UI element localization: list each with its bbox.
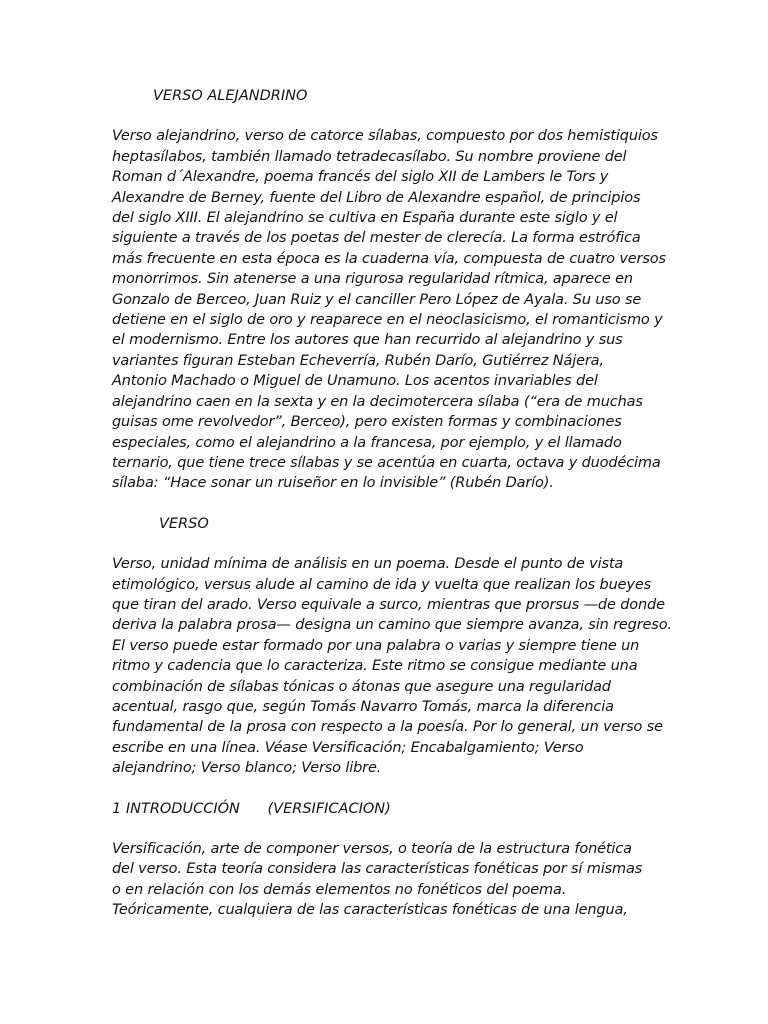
paragraph-verso: [112, 554, 672, 778]
spacer: [112, 534, 658, 554]
text-line: Verso alejandrino, verso de catorce sílabas, compuesto por dos hemistiquios: [112, 128, 658, 145]
text-line: monorrimos. Sin atenerse a una rigurosa regularidad rítmica, aparece en: [112, 271, 633, 288]
text-line: Teóricamente, cualquiera de las características fonéticas de una lengua,: [112, 902, 628, 919]
text-line: ritmo y cadencia que lo caracteriza. Este ritmo se consigue mediante una: [112, 658, 638, 675]
text-line: variantes figuran Esteban Echeverría, Rubén Darío, Gutiérrez Nájera,: [112, 352, 604, 369]
text-line: Alexandre de Berney, fuente del Libro de Alexandre español, de principios: [112, 189, 641, 206]
text-line: siguiente a través de los poetas del mester de clerecía. La forma estrófica: [112, 230, 641, 247]
text-line: Verso, unidad mínima de análisis en un poema. Desde el punto de vista: [112, 556, 624, 573]
spacer: [112, 779, 658, 799]
text-line: alejandrino caen en la sexta y en la decimotercera sílaba (“era de muchas: [112, 393, 643, 410]
text-line: del siglo XIII. El alejandrino se cultiva en España durante este siglo y el: [112, 210, 618, 227]
text-line: escribe en una línea. Véase Versificación; Encabalgamiento; Verso: [112, 739, 584, 756]
text-line: detiene en el siglo de oro y reaparece en el neoclasicismo, el romanticismo y: [112, 312, 663, 329]
text-line: acentual, rasgo que, según Tomás Navarro Tomás, marca la diferencia: [112, 698, 614, 715]
document-body: [112, 86, 672, 921]
text-line: Roman d´Alexandre, poema francés del siglo XII de Lambers le Tors y: [112, 169, 609, 186]
text-line: fundamental de la prosa con respecto a la poesía. Por lo general, un verso se: [112, 719, 663, 736]
spacer: [112, 106, 658, 126]
text-line: heptasílabos, también llamado tetradecasílabo. Su nombre proviene del: [112, 148, 627, 165]
section-heading-introduccion: 1 INTRODUCCIÓN (VERSIFICACION): [112, 800, 391, 817]
text-line: que tiran del arado. Verso equivale a surco, mientras que prorsus —de donde: [112, 596, 665, 613]
text-line: el modernismo. Entre los autores que han recurrido al alejandrino y sus: [112, 332, 623, 349]
text-line: alejandrino; Verso blanco; Verso libre.: [112, 760, 382, 777]
section-heading-verso-alejandrino: VERSO ALEJANDRINO: [153, 88, 308, 104]
text-line: El verso puede estar formado por una palabra o varias y siempre tiene un: [112, 637, 640, 654]
text-line: Gonzalo de Berceo, Juan Ruiz y el canciller Pero López de Ayala. Su uso se: [112, 291, 642, 308]
spacer: [112, 494, 658, 514]
text-line: etimológico, versus alude al camino de ida y vuelta que realizan los bueyes: [112, 576, 652, 593]
text-line: Antonio Machado o Miguel de Unamuno. Los acentos invariables del: [112, 373, 598, 390]
paragraph-verso-alejandrino: [112, 126, 666, 493]
text-line: especiales, como el alejandrino a la francesa, por ejemplo, y el llamado: [112, 434, 622, 451]
text-line: combinación de sílabas tónicas o átonas que asegure una regularidad: [112, 678, 611, 695]
text-line: guisas ome revolvedor”, Berceo), pero existen formas y combinaciones: [112, 414, 622, 431]
text-line: del verso. Esta teoría considera las características fonéticas por sí mismas: [112, 861, 643, 878]
paragraph-versificacion: [112, 839, 658, 921]
text-line: o en relación con los demás elementos no fonéticos del poema.: [112, 881, 567, 898]
text-line: deriva la palabra prosa— designa un camino que siempre avanza, sin regreso.: [112, 617, 672, 634]
section-heading-verso: VERSO: [159, 515, 209, 532]
text-line: más frecuente en esta época es la cuaderna vía, compuesta de cuatro versos: [112, 250, 666, 267]
text-line: sílaba: “Hace sonar un ruiseñor en lo invisible” (Rubén Darío).: [112, 475, 554, 492]
spacer: [112, 819, 658, 839]
text-line: Versificación, arte de componer versos, o teoría de la estructura fonética: [112, 841, 632, 857]
text-line: ternario, que tiene trece sílabas y se acentúa en cuarta, octava y duodécima: [112, 454, 661, 471]
